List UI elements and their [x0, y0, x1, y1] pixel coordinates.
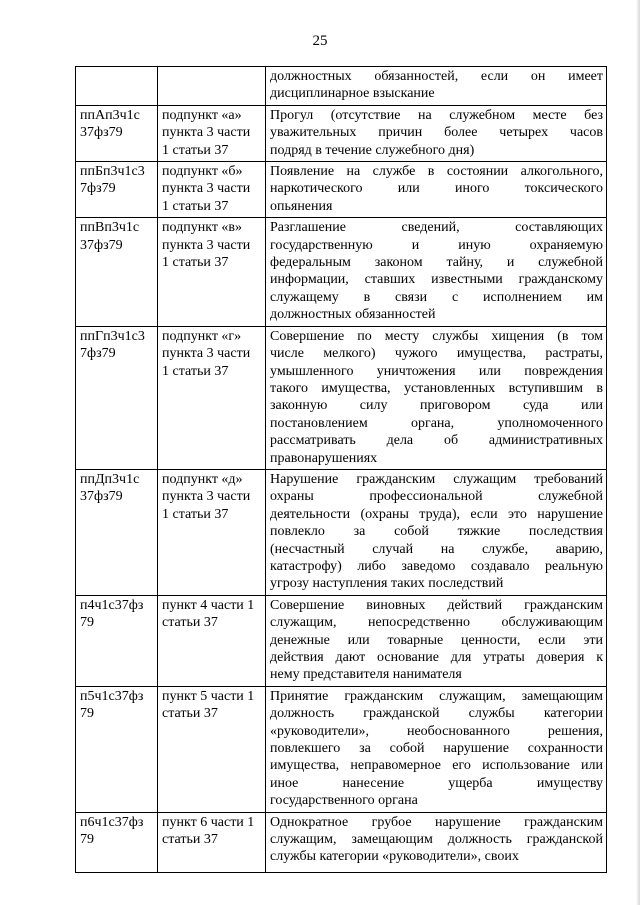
text-line: такого имущества, установленных вступившим в	[270, 380, 603, 396]
text-line: Однократное грубое нарушение гражданским	[270, 814, 603, 830]
text-line: нему представителя нанимателя	[270, 667, 462, 683]
code-cell	[76, 218, 158, 326]
text-line: должностных обязанностей, если он имеет	[270, 69, 603, 84]
text-line: охраны профессиональной служебной	[270, 489, 603, 505]
text-line: 37фз79	[80, 489, 123, 505]
text-line: 7фз79	[80, 346, 116, 362]
text-line: (несчастный случай на службе, аварию,	[270, 541, 603, 557]
text-line: Принятие гражданским служащим, замещающим	[270, 688, 603, 704]
text-line: Нарушение гражданским служащим требований	[270, 471, 603, 487]
scan-edge-shadow	[636, 0, 640, 905]
text-line: правонарушениях	[270, 450, 378, 466]
reference-cell	[158, 105, 266, 161]
text-line: дисциплинарное взыскание	[270, 86, 435, 102]
text-line: п6ч1с37фз	[80, 814, 144, 830]
description-cell	[266, 218, 607, 326]
text-line: угрозу наступления таких последствий	[270, 576, 504, 592]
text-line: 1 статьи 37	[162, 363, 229, 379]
description-cell	[266, 67, 607, 106]
text-line: 7фз79	[80, 181, 116, 197]
text-line: постановлением органа, уполномоченного	[270, 415, 603, 431]
table-row	[76, 686, 607, 812]
text-line: имущества, неправомерное его использование или	[270, 758, 603, 774]
reference-cell	[158, 162, 266, 218]
text-line: умышленного уничтожения или повреждения	[270, 363, 603, 379]
text-line: статьи 37	[162, 706, 218, 722]
text-line: 1 статьи 37	[162, 506, 229, 522]
reference-cell	[158, 812, 266, 872]
text-line: пункта 3 части	[162, 346, 251, 362]
description-cell	[266, 686, 607, 812]
text-line: повлекло за собой тяжкие последствия	[270, 524, 603, 540]
text-line: ппДп3ч1с	[80, 471, 140, 487]
text-line: пункта 3 части	[162, 237, 251, 253]
description-cell	[266, 469, 607, 595]
text-line: опьянения	[270, 198, 333, 214]
code-cell	[76, 162, 158, 218]
text-line: 1 статьи 37	[162, 142, 229, 158]
text-line: Прогул (отсутствие на служебном месте без	[270, 107, 603, 123]
page-number: 25	[312, 33, 328, 49]
code-cell	[76, 469, 158, 595]
text-line: подпункт «г»	[162, 328, 242, 344]
code-cell	[76, 595, 158, 686]
description-cell	[266, 162, 607, 218]
text-line: статьи 37	[162, 615, 218, 631]
reference-cell	[158, 218, 266, 326]
text-line: «руководители», необоснованного решения,	[270, 723, 603, 739]
table-row	[76, 469, 607, 595]
reference-cell	[158, 686, 266, 812]
reference-cell	[158, 67, 266, 106]
text-line: 79	[80, 615, 94, 631]
text-line: Совершение виновных действий гражданским	[270, 597, 603, 613]
text-line: Появление на службе в состоянии алкогольного,	[270, 164, 603, 180]
table-row	[76, 162, 607, 218]
text-line: должность гражданской службы категории	[270, 706, 603, 722]
description-cell	[266, 326, 607, 469]
text-line: пункт 5 части 1	[162, 688, 255, 704]
code-cell	[76, 686, 158, 812]
text-line: пункт 6 части 1	[162, 814, 255, 830]
text-line: денежные или товарные ценности, если эти	[270, 632, 603, 648]
text-line: 79	[80, 832, 94, 848]
text-line: уважительных причин более четырех часов	[270, 125, 603, 141]
description-cell	[266, 595, 607, 686]
text-line: наркотического или иного токсического	[270, 181, 603, 197]
text-line: служащему в связи с исполнением им	[270, 289, 603, 305]
text-line: п4ч1с37фз	[80, 597, 144, 613]
text-line: Разглашение сведений, составляющих	[270, 220, 603, 236]
reference-cell	[158, 469, 266, 595]
table-row	[76, 218, 607, 326]
text-line: 1 статьи 37	[162, 255, 229, 271]
text-line: деятельности (охраны труда), если это нарушение	[270, 506, 603, 522]
text-line: 1 статьи 37	[162, 198, 229, 214]
text-line: иное нанесение ущерба имуществу	[270, 775, 603, 791]
table-row	[76, 67, 607, 106]
text-line: статьи 37	[162, 832, 218, 848]
text-line: действия дают основание для утраты доверия к	[270, 650, 603, 665]
table-row	[76, 595, 607, 686]
text-line: повлекшего за собой нарушение сохранности	[270, 741, 603, 757]
description-cell	[266, 105, 607, 161]
text-line: подпункт «д»	[162, 471, 243, 487]
table-row	[76, 812, 607, 872]
text-line: службы категории «руководители», своих	[270, 849, 519, 865]
text-line: пункт 4 части 1	[162, 597, 255, 613]
code-cell	[76, 67, 158, 106]
text-line: государственного органа	[270, 793, 418, 809]
code-cell	[76, 326, 158, 469]
description-cell	[266, 812, 607, 872]
text-line: подпункт «а»	[162, 107, 242, 123]
code-cell	[76, 812, 158, 872]
text-line: подпункт «в»	[162, 220, 243, 236]
text-line: служащим, замещающим должность гражданской	[270, 832, 603, 848]
text-line: законную силу приговором суда или	[270, 398, 603, 414]
reference-cell	[158, 326, 266, 469]
table-row	[76, 326, 607, 469]
text-line: числе мелкого) чужого имущества, растраты,	[270, 346, 603, 362]
text-line: подряд в течение служебного дня)	[270, 142, 475, 158]
text-line: п5ч1с37фз	[80, 688, 144, 704]
reference-cell	[158, 595, 266, 686]
text-line: информации, ставших известными гражданскому	[270, 272, 603, 288]
text-line: ппБп3ч1с3	[80, 164, 145, 180]
table-body	[76, 67, 607, 873]
text-line: подпункт «б»	[162, 164, 243, 180]
text-line: катастрофу) либо заведомо создавало реальную	[270, 558, 603, 574]
text-line: ппГп3ч1с3	[80, 328, 145, 344]
text-line: служащим, непосредственно обслуживающим	[270, 615, 603, 631]
text-line: пункта 3 части	[162, 489, 251, 505]
text-line: пункта 3 части	[162, 181, 251, 197]
text-line: должностных обязанностей	[270, 307, 436, 323]
disciplinary-grounds-table	[75, 66, 607, 873]
text-line: 37фз79	[80, 237, 123, 253]
text-line: пункта 3 части	[162, 125, 251, 141]
text-line: федеральным законом тайну, и служебной	[270, 255, 603, 271]
text-line: 79	[80, 706, 94, 722]
text-line: государственную и иную охраняемую	[270, 237, 603, 253]
text-line: 37фз79	[80, 125, 123, 141]
table-row	[76, 105, 607, 161]
code-cell	[76, 105, 158, 161]
text-line: рассматривать дела об административных	[270, 433, 603, 449]
text-line: Совершение по месту службы хищения (в том	[270, 328, 603, 344]
text-line: ппАп3ч1с	[80, 107, 140, 123]
text-line: ппВп3ч1с	[80, 220, 140, 236]
